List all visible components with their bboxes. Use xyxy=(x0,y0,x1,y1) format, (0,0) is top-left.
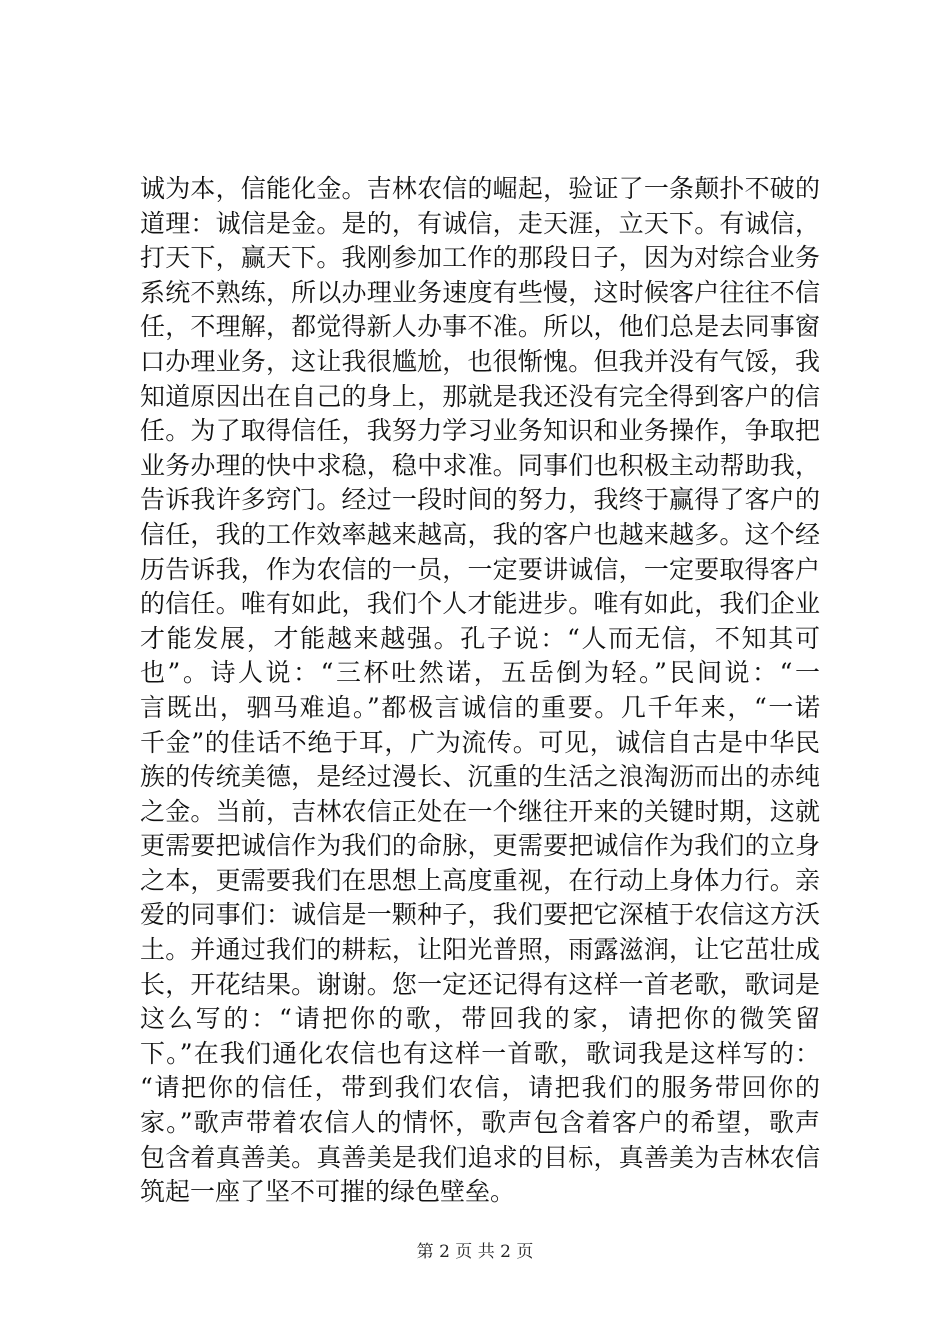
text-line-18: 族的传统美德，是经过漫长、沉重的生活之浪淘沥而出的赤纯 xyxy=(140,762,820,792)
text-line-15: 也”。诗人说：“三杯吐然诺，五岳倒为轻。”民间说：“一 xyxy=(140,658,820,688)
text-line-13: 的信任。唯有如此，我们个人才能进步。唯有如此，我们企业 xyxy=(140,589,820,619)
text-line-4: 系统不熟练，所以办理业务速度有些慢，这时候客户往往不信 xyxy=(140,277,820,307)
text-line-12: 历告诉我，作为农信的一员，一定要讲诚信，一定要取得客户 xyxy=(140,554,820,584)
body-paragraph xyxy=(140,172,820,1210)
text-line-11: 信任，我的工作效率越来越高，我的客户也越来越多。这个经 xyxy=(140,519,820,549)
text-line-28: 家。”歌声带着农信人的情怀，歌声包含着客户的希望，歌声 xyxy=(140,1108,820,1138)
text-line-26: 下。”在我们通化农信也有这样一首歌，歌词我是这样写的： xyxy=(140,1038,820,1068)
text-line-20: 更需要把诚信作为我们的命脉，更需要把诚信作为我们的立身 xyxy=(140,831,820,861)
text-line-30: 筑起一座了坚不可摧的绿色壁垒。 xyxy=(140,1177,516,1207)
text-line-24: 长，开花结果。谢谢。您一定还记得有这样一首老歌，歌词是 xyxy=(140,969,820,999)
text-line-23: 土。并通过我们的耕耘，让阳光普照，雨露滋润，让它茁壮成 xyxy=(140,935,820,965)
text-line-1: 诚为本，信能化金。吉林农信的崛起，验证了一条颠扑不破的 xyxy=(140,174,820,203)
text-line-3: 打天下，赢天下。我刚参加工作的那段日子，因为对综合业务 xyxy=(140,243,820,273)
text-line-9: 业务办理的快中求稳，稳中求准。同事们也积极主动帮助我， xyxy=(140,450,820,480)
text-line-21: 之本，更需要我们在思想上高度重视，在行动上身体力行。亲 xyxy=(140,865,820,895)
text-line-14: 才能发展，才能越来越强。孔子说：“人而无信，不知其可 xyxy=(140,623,820,653)
text-line-22: 爱的同事们：诚信是一颗种子，我们要把它深植于农信这方沃 xyxy=(140,900,820,930)
text-line-16: 言既出，驷马难追。”都极言诚信的重要。几千年来，“一诺 xyxy=(140,692,820,722)
text-line-25: 这么写的：“请把你的歌，带回我的家，请把你的微笑留 xyxy=(140,1004,820,1034)
text-line-17: 千金”的佳话不绝于耳，广为流传。可见，诚信自古是中华民 xyxy=(140,727,820,757)
text-line-7: 知道原因出在自己的身上，那就是我还没有完全得到客户的信 xyxy=(140,381,820,411)
text-line-8: 任。为了取得信任，我努力学习业务知识和业务操作，争取把 xyxy=(140,416,820,446)
page-number-footer: 第 2 页 共 2 页 xyxy=(416,1242,534,1262)
text-line-2: 道理：诚信是金。是的，有诚信，走天涯，立天下。有诚信， xyxy=(140,208,820,238)
text-line-6: 口办理业务，这让我很尴尬，也很惭愧。但我并没有气馁，我 xyxy=(140,346,820,376)
text-line-27: “请把你的信任，带到我们农信，请把我们的服务带回你的 xyxy=(140,1073,820,1103)
text-line-19: 之金。当前，吉林农信正处在一个继往开来的关键时期，这就 xyxy=(140,796,820,826)
text-line-29: 包含着真善美。真善美是我们追求的目标，真善美为吉林农信 xyxy=(140,1142,820,1172)
text-line-10: 告诉我许多窍门。经过一段时间的努力，我终于赢得了客户的 xyxy=(140,485,820,515)
text-line-5: 任，不理解，都觉得新人办事不准。所以，他们总是去同事窗 xyxy=(140,312,820,342)
